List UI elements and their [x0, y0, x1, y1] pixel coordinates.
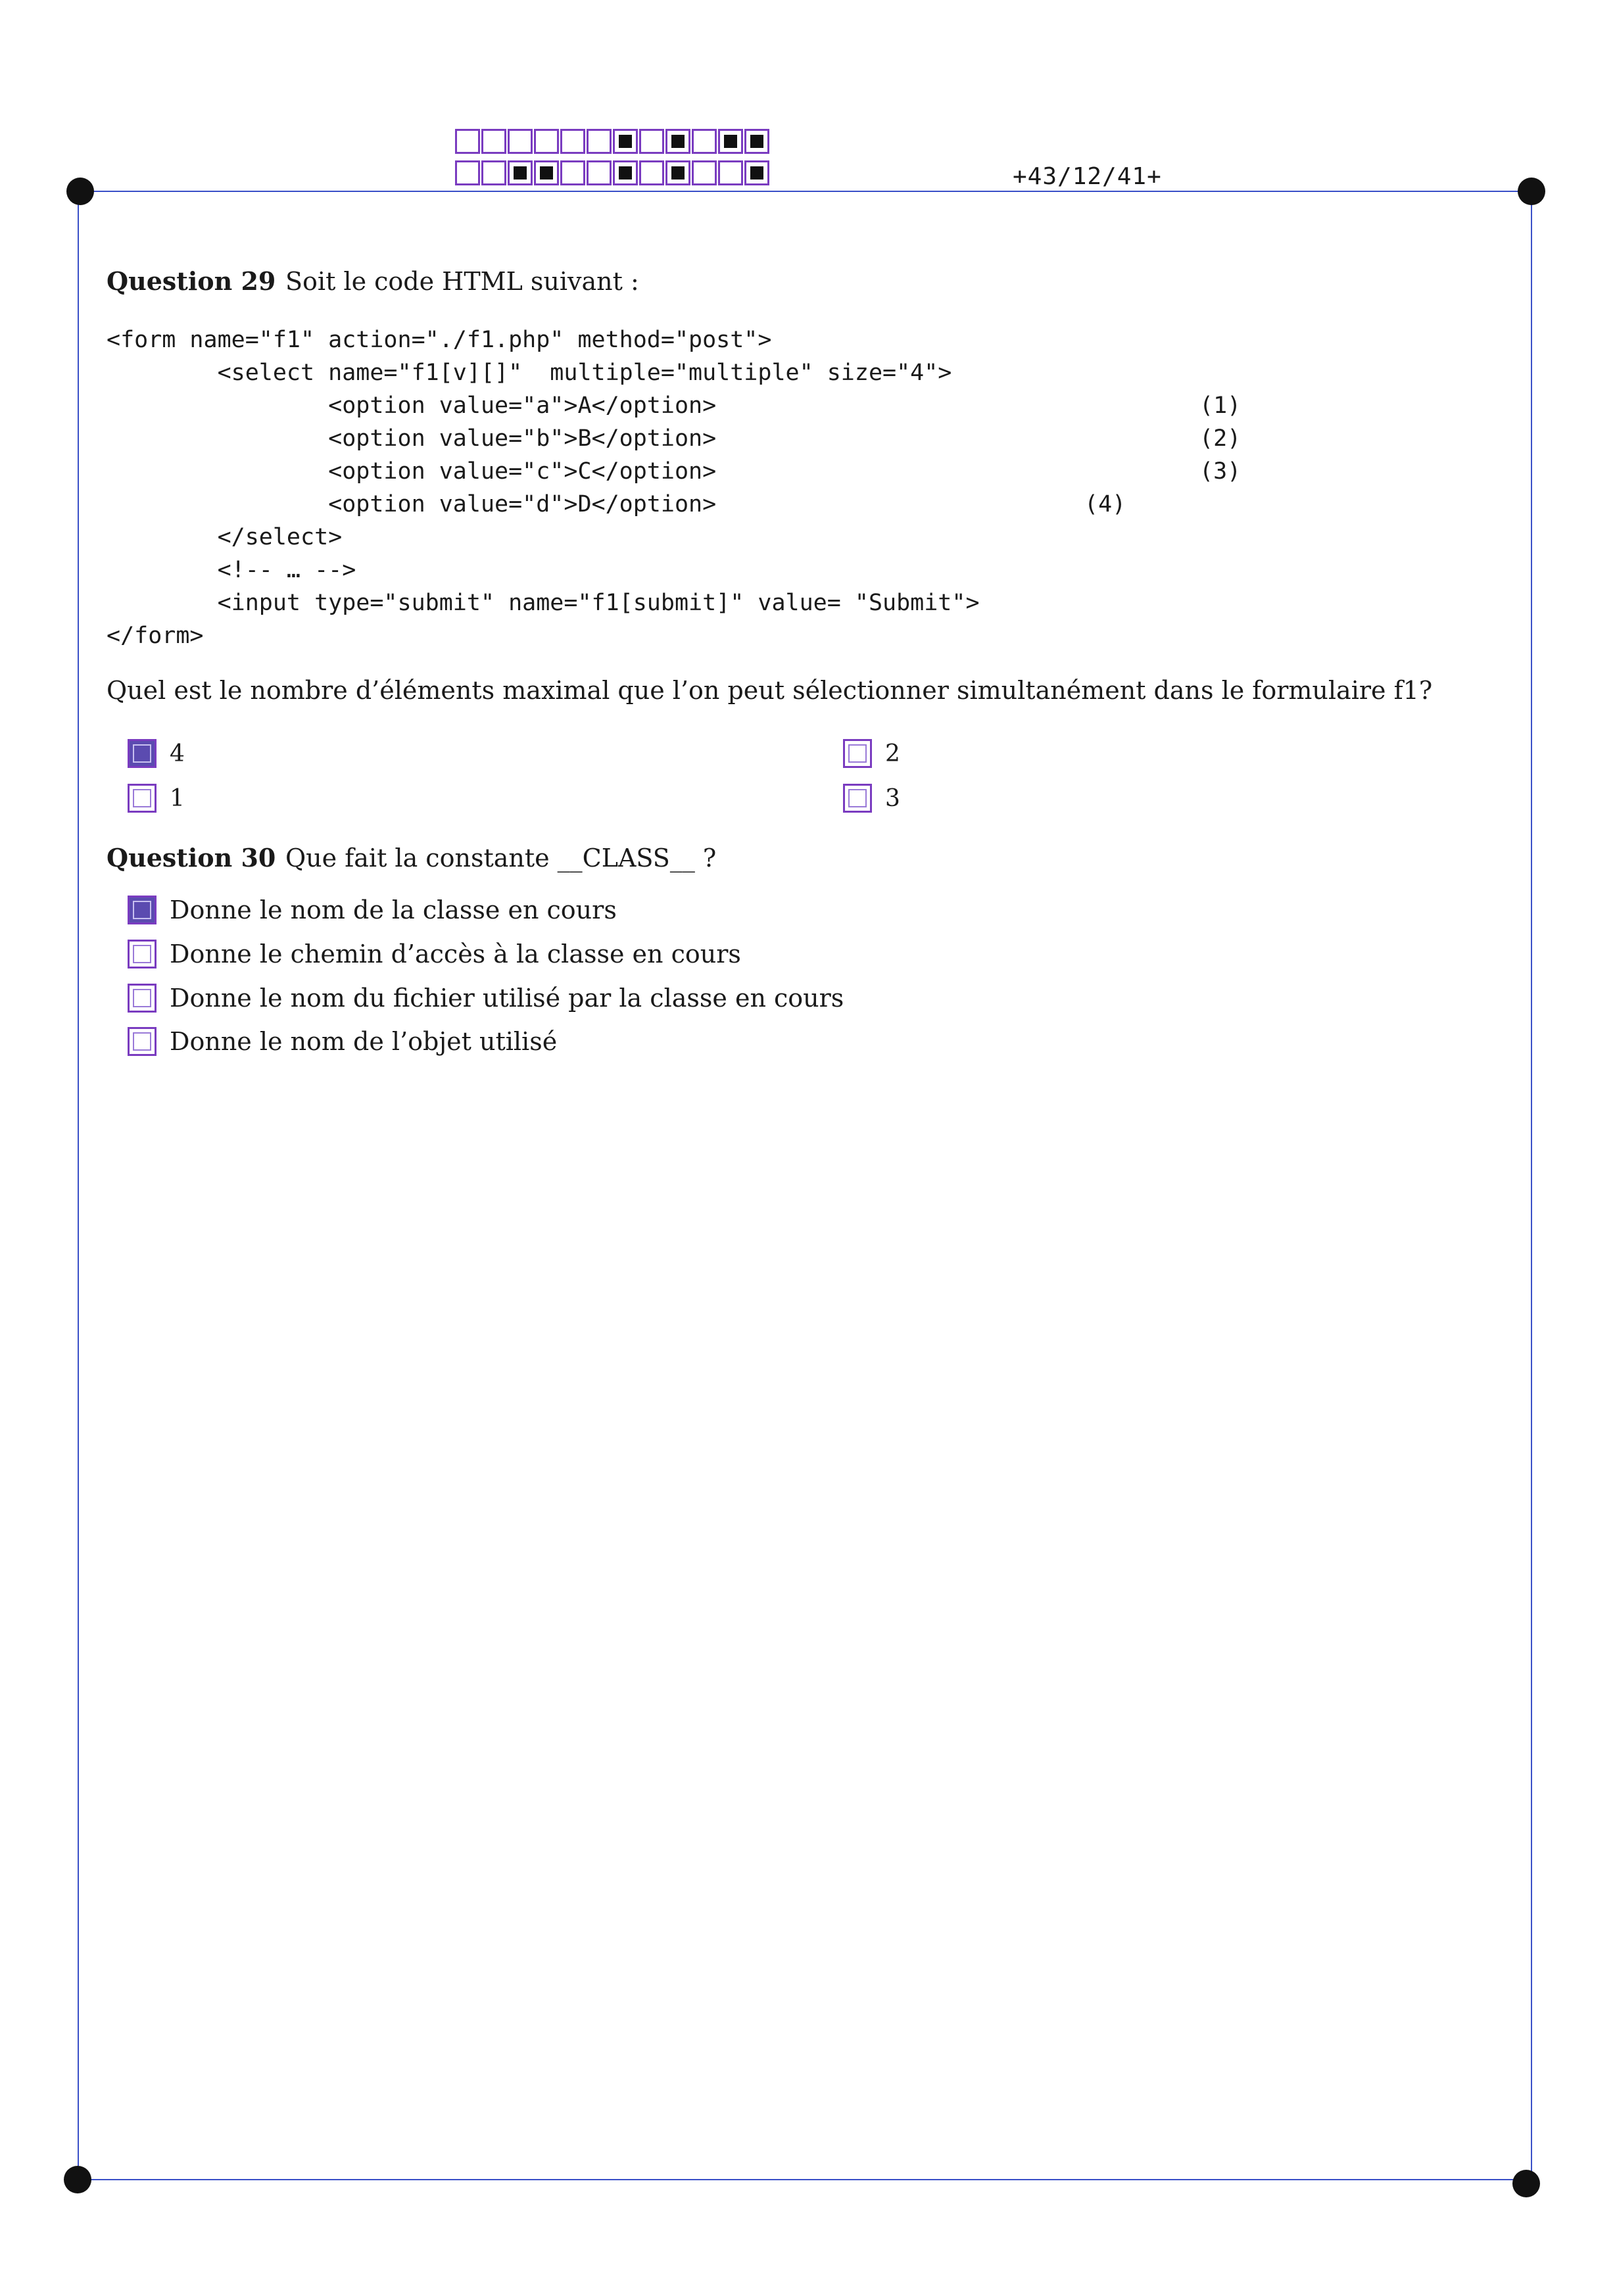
q30-choice-4-checkbox[interactable] — [128, 1027, 157, 1056]
frame-top-line — [80, 191, 1533, 192]
code-line — [107, 422, 1303, 455]
barcode-cell — [692, 160, 717, 185]
code-line-text: <form name="f1" action="./f1.php" method="post"> — [107, 327, 772, 353]
q30-choice-1-label: Donne le nom de la classe en cours — [170, 896, 617, 924]
q30-choice-2-label: Donne le chemin d’accès à la classe en cours — [170, 940, 741, 969]
barcode-cell — [481, 129, 506, 154]
barcode-cell — [508, 160, 533, 185]
q29-choice-2-checkbox[interactable] — [843, 739, 872, 768]
q30-choice-1[interactable] — [128, 896, 617, 924]
code-line — [107, 586, 1303, 619]
q29-choice-4-checkbox[interactable] — [843, 784, 872, 813]
q30-choice-3-label: Donne le nom du fichier utilisé par la classe en cours — [170, 984, 844, 1013]
corner-mark-bottom-left — [64, 2166, 91, 2193]
q30-choice-3-checkbox[interactable] — [128, 984, 157, 1013]
barcode-cell — [718, 160, 743, 185]
barcode-row-bottom — [455, 160, 771, 187]
barcode-cell — [718, 129, 743, 154]
q29-choice-1[interactable] — [128, 739, 185, 768]
code-line-text: </select> — [107, 524, 343, 550]
barcode-cell — [744, 129, 769, 154]
barcode-cell — [481, 160, 506, 185]
barcode-cell — [665, 160, 690, 185]
question-30-label: Question 30 — [107, 843, 276, 873]
barcode-cell — [587, 160, 612, 185]
barcode-cell — [455, 129, 480, 154]
q30-choice-3[interactable] — [128, 984, 844, 1013]
code-line-text: <!-- … --> — [107, 557, 356, 583]
barcode-cell — [587, 129, 612, 154]
q29-choice-1-label: 4 — [170, 740, 185, 767]
code-line-text: <select name="f1[v][]" multiple="multiple" size="4"> — [107, 360, 952, 386]
corner-mark-top-left — [66, 178, 94, 205]
question-29-heading — [107, 266, 639, 296]
code-line-text: <option value="b">B</option> — [107, 425, 717, 452]
code-line — [107, 323, 1303, 356]
frame-bottom-line — [78, 2179, 1527, 2180]
code-line — [107, 356, 1303, 389]
barcode-cell — [613, 129, 638, 154]
code-line-number: (3) — [1199, 458, 1241, 485]
q29-choice-1-checkbox[interactable] — [128, 739, 157, 768]
frame-right-line — [1531, 191, 1532, 2180]
question-29-intro: Soit le code HTML suivant : — [285, 267, 639, 296]
barcode-cell — [560, 160, 585, 185]
q29-choice-3[interactable] — [128, 784, 185, 813]
question-29-text: Quel est le nombre d’éléments maximal que l’on peut sélectionner simultanément dans le formulaire f1? — [107, 676, 1433, 705]
code-line — [107, 488, 1303, 521]
code-line-text: <option value="d">D</option> — [107, 491, 717, 517]
code-line-text: <option value="a">A</option> — [107, 393, 717, 419]
code-line — [107, 389, 1303, 422]
code-line-number: (1) — [1199, 393, 1241, 419]
frame-left-line — [78, 191, 79, 2180]
page-id: +43/12/41+ — [1013, 163, 1162, 190]
q29-choice-3-checkbox[interactable] — [128, 784, 157, 813]
barcode-cell — [508, 129, 533, 154]
code-line — [107, 455, 1303, 488]
q30-choice-4-label: Donne le nom de l’objet utilisé — [170, 1027, 558, 1056]
code-line — [107, 619, 1303, 652]
code-line-text: <option value="c">C</option> — [107, 458, 717, 485]
code-line-number: (2) — [1199, 425, 1241, 452]
q29-choice-2-label: 2 — [885, 740, 900, 767]
barcode-cell — [560, 129, 585, 154]
barcode-row-top — [455, 129, 771, 155]
question-29-label: Question 29 — [107, 266, 276, 296]
barcode-cell — [692, 129, 717, 154]
q30-choice-2-checkbox[interactable] — [128, 940, 157, 969]
code-line-text: </form> — [107, 623, 204, 649]
barcode-cell — [665, 129, 690, 154]
barcode-cell — [534, 160, 559, 185]
q30-choice-4[interactable] — [128, 1027, 557, 1056]
barcode-cell — [639, 129, 664, 154]
q30-choice-2[interactable] — [128, 940, 741, 969]
question-30-heading — [107, 843, 716, 873]
barcode-cell — [744, 160, 769, 185]
q29-choice-4[interactable] — [843, 784, 900, 813]
code-line — [107, 554, 1303, 586]
code-line-text: <input type="submit" name="f1[submit]" value= "Submit"> — [107, 590, 980, 616]
barcode-cell — [455, 160, 480, 185]
corner-mark-bottom-right — [1512, 2170, 1540, 2197]
q29-choice-2[interactable] — [843, 739, 900, 768]
code-line — [107, 521, 1303, 554]
question-30-intro: Que fait la constante __CLASS__ ? — [285, 844, 717, 873]
barcode-cell — [534, 129, 559, 154]
corner-mark-top-right — [1518, 178, 1545, 205]
q29-choice-3-label: 1 — [170, 784, 185, 812]
q29-choice-4-label: 3 — [885, 784, 900, 812]
q30-choice-1-checkbox[interactable] — [128, 896, 157, 924]
barcode-cell — [613, 160, 638, 185]
barcode-cell — [639, 160, 664, 185]
code-line-number: (4) — [1084, 491, 1126, 517]
code-block — [107, 323, 1303, 652]
